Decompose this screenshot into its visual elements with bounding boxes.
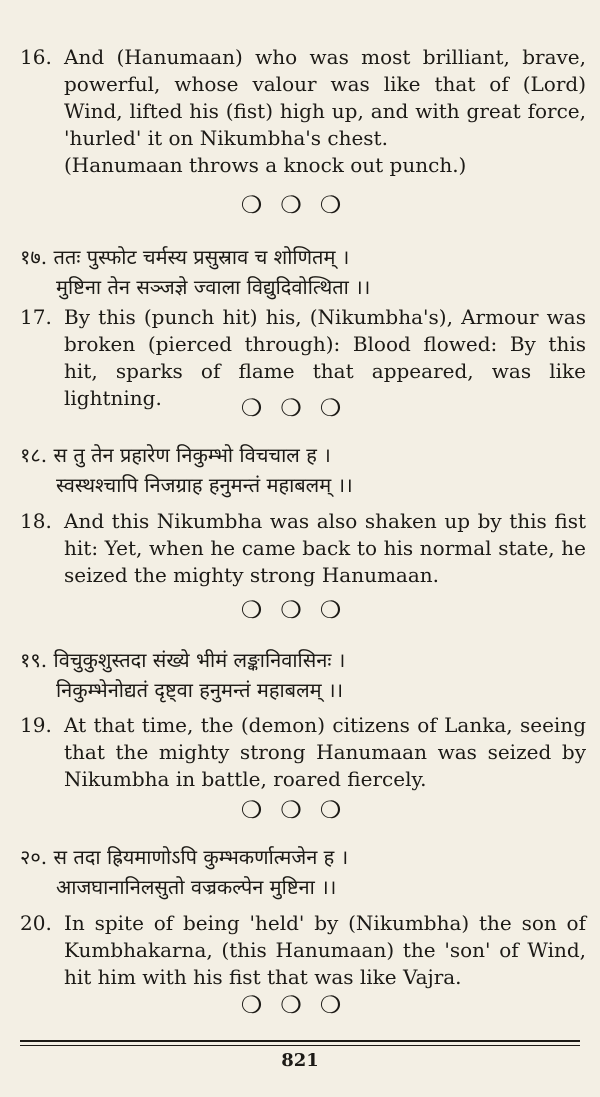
verse-number: 18. bbox=[20, 509, 52, 533]
verse-number: 19. bbox=[20, 713, 52, 737]
sanskrit-line: आजघानानिलसुतो वज्रकल्पेन मुष्टिना ।। bbox=[56, 875, 337, 899]
translation-text: And this Nikumbha was also shaken up by this fist hit: Yet, when he came back to his normal state, he seized the mighty strong Hanumaan. bbox=[64, 509, 586, 587]
sanskrit-line: स्वस्थश्चापि निजग्राह हनुमन्तं महाबलम् ।। bbox=[56, 473, 353, 497]
sanskrit-line: १७. ततः पुस्फोट चर्मस्य प्रसुस्राव च शोणितम् । bbox=[20, 245, 350, 269]
sanskrit-line: निकुम्भेनोद्यतं दृष्ट्वा हनुमन्तं महाबलम् ।। bbox=[56, 678, 344, 702]
sanskrit-line: १९. विचुकुशुस्तदा संख्ये भीमं लङ्कानिवासिनः । bbox=[20, 648, 346, 672]
verse-19-translation bbox=[20, 712, 586, 794]
sanskrit-line: १८. स तु तेन प्रहारेण निकुम्भो विचचाल ह । bbox=[20, 443, 331, 467]
translation-note: (Hanumaan throws a knock out punch.) bbox=[64, 153, 467, 177]
footer-rule bbox=[20, 1040, 580, 1042]
ornament-divider: ❍❍❍ bbox=[240, 796, 360, 824]
translation-text: In spite of being 'held' by (Nikumbha) the son of Kumbhakarna, (this Hanumaan) the 'son' of Wind, hit him with his fist that was like Vajra. bbox=[64, 911, 586, 989]
verse-20-translation bbox=[20, 910, 586, 992]
verse-16-translation bbox=[20, 44, 586, 180]
sanskrit-line: मुष्टिना तेन सञ्जज्ञे ज्वाला विद्युदिवोत्थिता ।। bbox=[56, 275, 371, 299]
verse-18-translation bbox=[20, 508, 586, 590]
page-number: 821 bbox=[281, 1050, 319, 1071]
translation-text: And (Hanumaan) who was most brilliant, brave, powerful, whose valour was like that of (Lord) Wind, lifted his (fist) high up, and with great force, 'hurled' it on Nikumbha's chest. bbox=[64, 45, 586, 150]
ornament-divider: ❍❍❍ bbox=[240, 991, 360, 1019]
verse-17-translation bbox=[20, 304, 586, 410]
verse-18-sanskrit bbox=[20, 440, 580, 500]
ornament-divider: ❍❍❍ bbox=[240, 596, 360, 624]
sanskrit-line: २०. स तदा ह्रियमाणोऽपि कुम्भकर्णात्मजेन ह । bbox=[20, 845, 349, 869]
verse-number: 17. bbox=[20, 305, 52, 329]
ornament-divider: ❍❍❍ bbox=[240, 191, 360, 219]
translation-text: At that time, the (demon) citizens of Lanka, seeing that the mighty strong Hanumaan was seized by Nikumbha in battle, roared fiercely. bbox=[64, 713, 586, 791]
verse-17-sanskrit bbox=[20, 242, 580, 302]
verse-number: 16. bbox=[20, 45, 52, 69]
verse-19-sanskrit bbox=[20, 645, 580, 705]
translation-text: By this (punch hit) his, (Nikumbha's), Armour was broken (pierced through): Blood flowed: By this hit, sparks of flame that appeared, was like lightning. bbox=[64, 305, 586, 410]
verse-number: 20. bbox=[20, 911, 52, 935]
footer-rule bbox=[20, 1045, 580, 1046]
verse-20-sanskrit bbox=[20, 842, 580, 902]
ornament-divider: ❍❍❍ bbox=[240, 394, 360, 422]
